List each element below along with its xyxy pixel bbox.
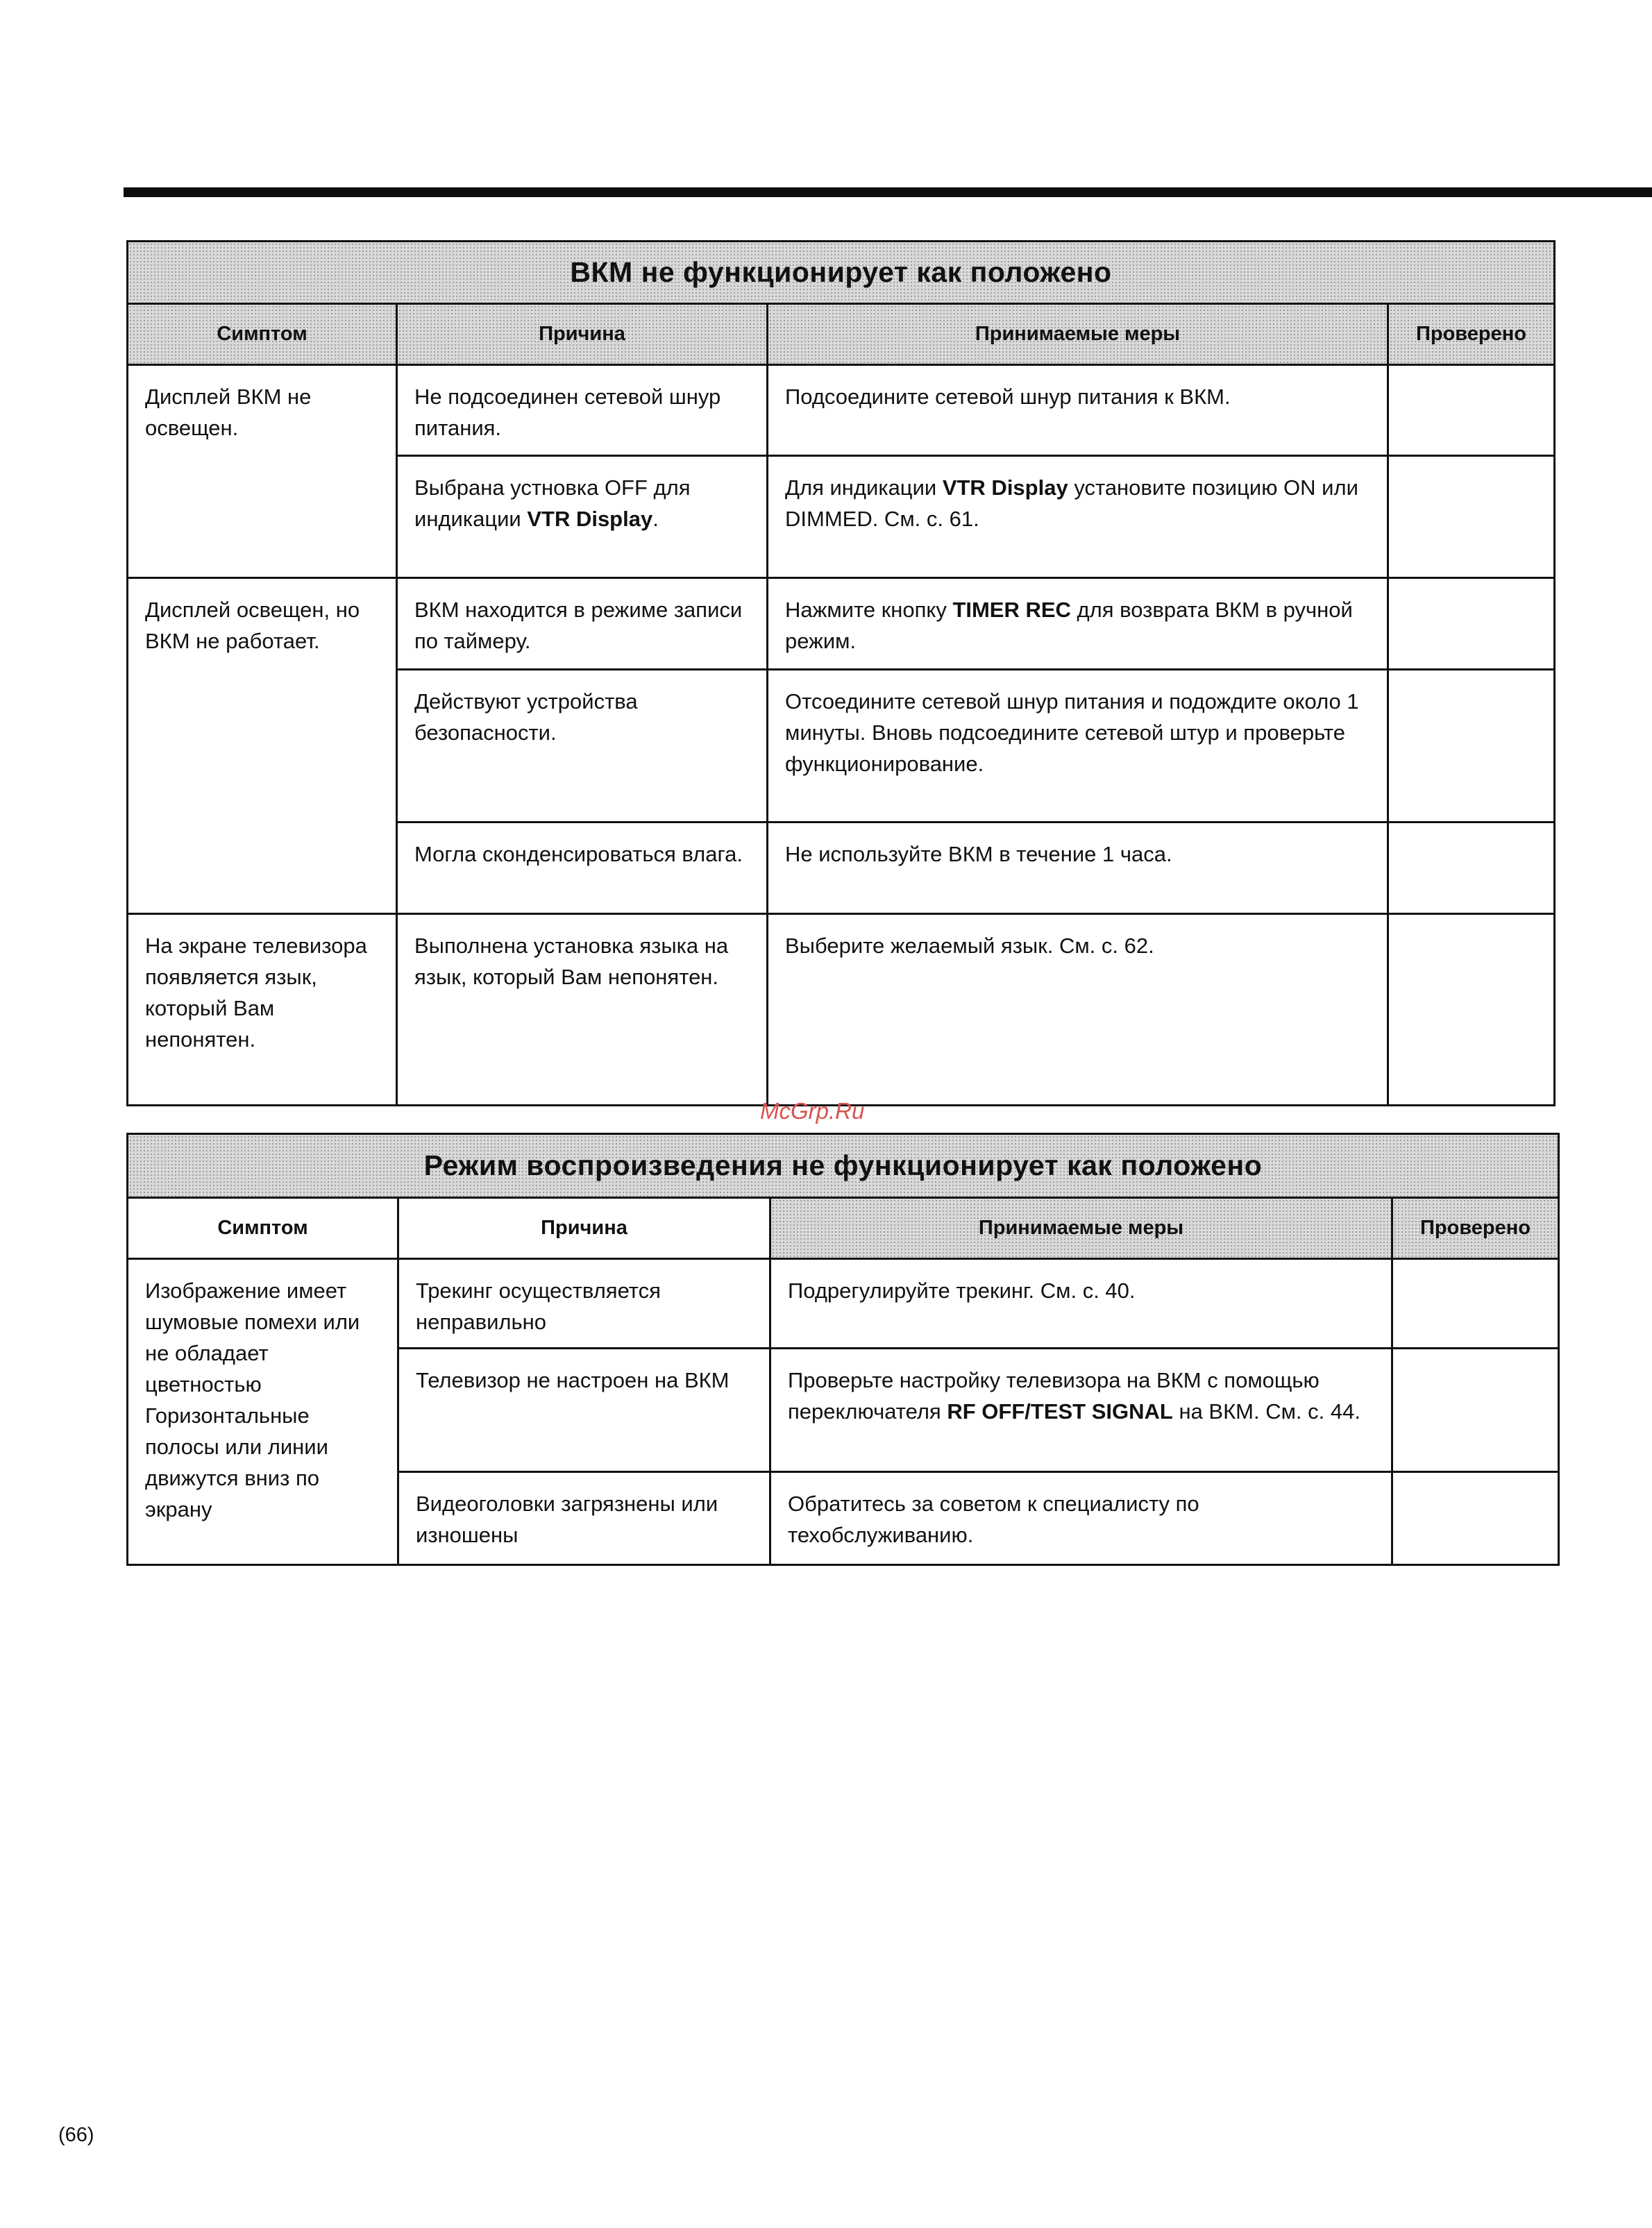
cause-cell: Не подсоединен сетевой шнур питания. [397, 365, 768, 456]
cause-cell: Действуют устройства безопасности. [397, 670, 768, 822]
checked-cell[interactable] [1388, 670, 1555, 822]
page-number: (66) [58, 2124, 94, 2146]
cause-cell: Выбрана устновка OFF для индикации VTR Display. [397, 456, 768, 578]
playback-troubleshooting-table [126, 1133, 1560, 1566]
symptom-cell: Изображение имеет шумовые помехи или не обладает цветностью Горизонтальные полосы или линии движутся вниз по экрану [128, 1259, 398, 1565]
symptom-cell: На экране телевизора появляется язык, который Вам непонятен. [128, 914, 397, 1106]
watermark: McGrp.Ru [760, 1098, 865, 1124]
remedy-cell: Выберите желаемый язык. См. с. 62. [768, 914, 1388, 1106]
vcr-troubleshooting-table [126, 240, 1556, 1106]
cause-cell: Видеоголовки загрязнены или изношены [398, 1472, 770, 1565]
checked-cell[interactable] [1392, 1472, 1559, 1565]
cause-cell: Трекинг осуществляется неправильно [398, 1259, 770, 1349]
header-remedy: Принимаемые меры [770, 1198, 1392, 1259]
checked-cell[interactable] [1392, 1259, 1559, 1349]
header-checked: Проверено [1392, 1198, 1559, 1259]
table-title: ВКМ не функционирует как положено [128, 242, 1555, 304]
header-checked: Проверено [1388, 304, 1555, 365]
cause-cell: Телевизор не настроен на ВКМ [398, 1349, 770, 1472]
table-row [128, 914, 1555, 1106]
checked-cell[interactable] [1388, 822, 1555, 914]
top-rule [124, 187, 1652, 197]
table-title: Режим воспроизведения не функционирует как положено [128, 1134, 1559, 1198]
header-cause: Причина [397, 304, 768, 365]
symptom-cell: Дисплей освещен, но ВКМ не работает. [128, 578, 397, 914]
table-row [128, 365, 1555, 456]
header-symptom: Симптом [128, 304, 397, 365]
symptom-cell: Дисплей ВКМ не освещен. [128, 365, 397, 578]
cause-cell: Могла сконденсироваться влага. [397, 822, 768, 914]
checked-cell[interactable] [1388, 365, 1555, 456]
remedy-cell: Подсоедините сетевой шнур питания к ВКМ. [768, 365, 1388, 456]
table-row [128, 1259, 1559, 1349]
remedy-cell: Отсоедините сетевой шнур питания и подождите около 1 минуты. Вновь подсоедините сетевой штур и проверьте функционирование. [768, 670, 1388, 822]
table-row [128, 578, 1555, 670]
cause-cell: ВКМ находится в режиме записи по таймеру. [397, 578, 768, 670]
header-symptom: Симптом [128, 1198, 398, 1259]
checked-cell[interactable] [1392, 1349, 1559, 1472]
checked-cell[interactable] [1388, 456, 1555, 578]
checked-cell[interactable] [1388, 578, 1555, 670]
remedy-cell: Обратитесь за советом к специалисту по техобслуживанию. [770, 1472, 1392, 1565]
remedy-cell: Не используйте ВКМ в течение 1 часа. [768, 822, 1388, 914]
checked-cell[interactable] [1388, 914, 1555, 1106]
cause-cell: Выполнена установка языка на язык, который Вам непонятен. [397, 914, 768, 1106]
header-remedy: Принимаемые меры [768, 304, 1388, 365]
remedy-cell: Проверьте настройку телевизора на ВКМ с помощью переключателя RF OFF/TEST SIGNAL на ВКМ. См. с. 44. [770, 1349, 1392, 1472]
header-cause: Причина [398, 1198, 770, 1259]
remedy-cell: Для индикации VTR Display установите позицию ON или DIMMED. См. с. 61. [768, 456, 1388, 578]
remedy-cell: Подрегулируйте трекинг. См. с. 40. [770, 1259, 1392, 1349]
remedy-cell: Нажмите кнопку TIMER REC для возврата ВКМ в ручной режим. [768, 578, 1388, 670]
